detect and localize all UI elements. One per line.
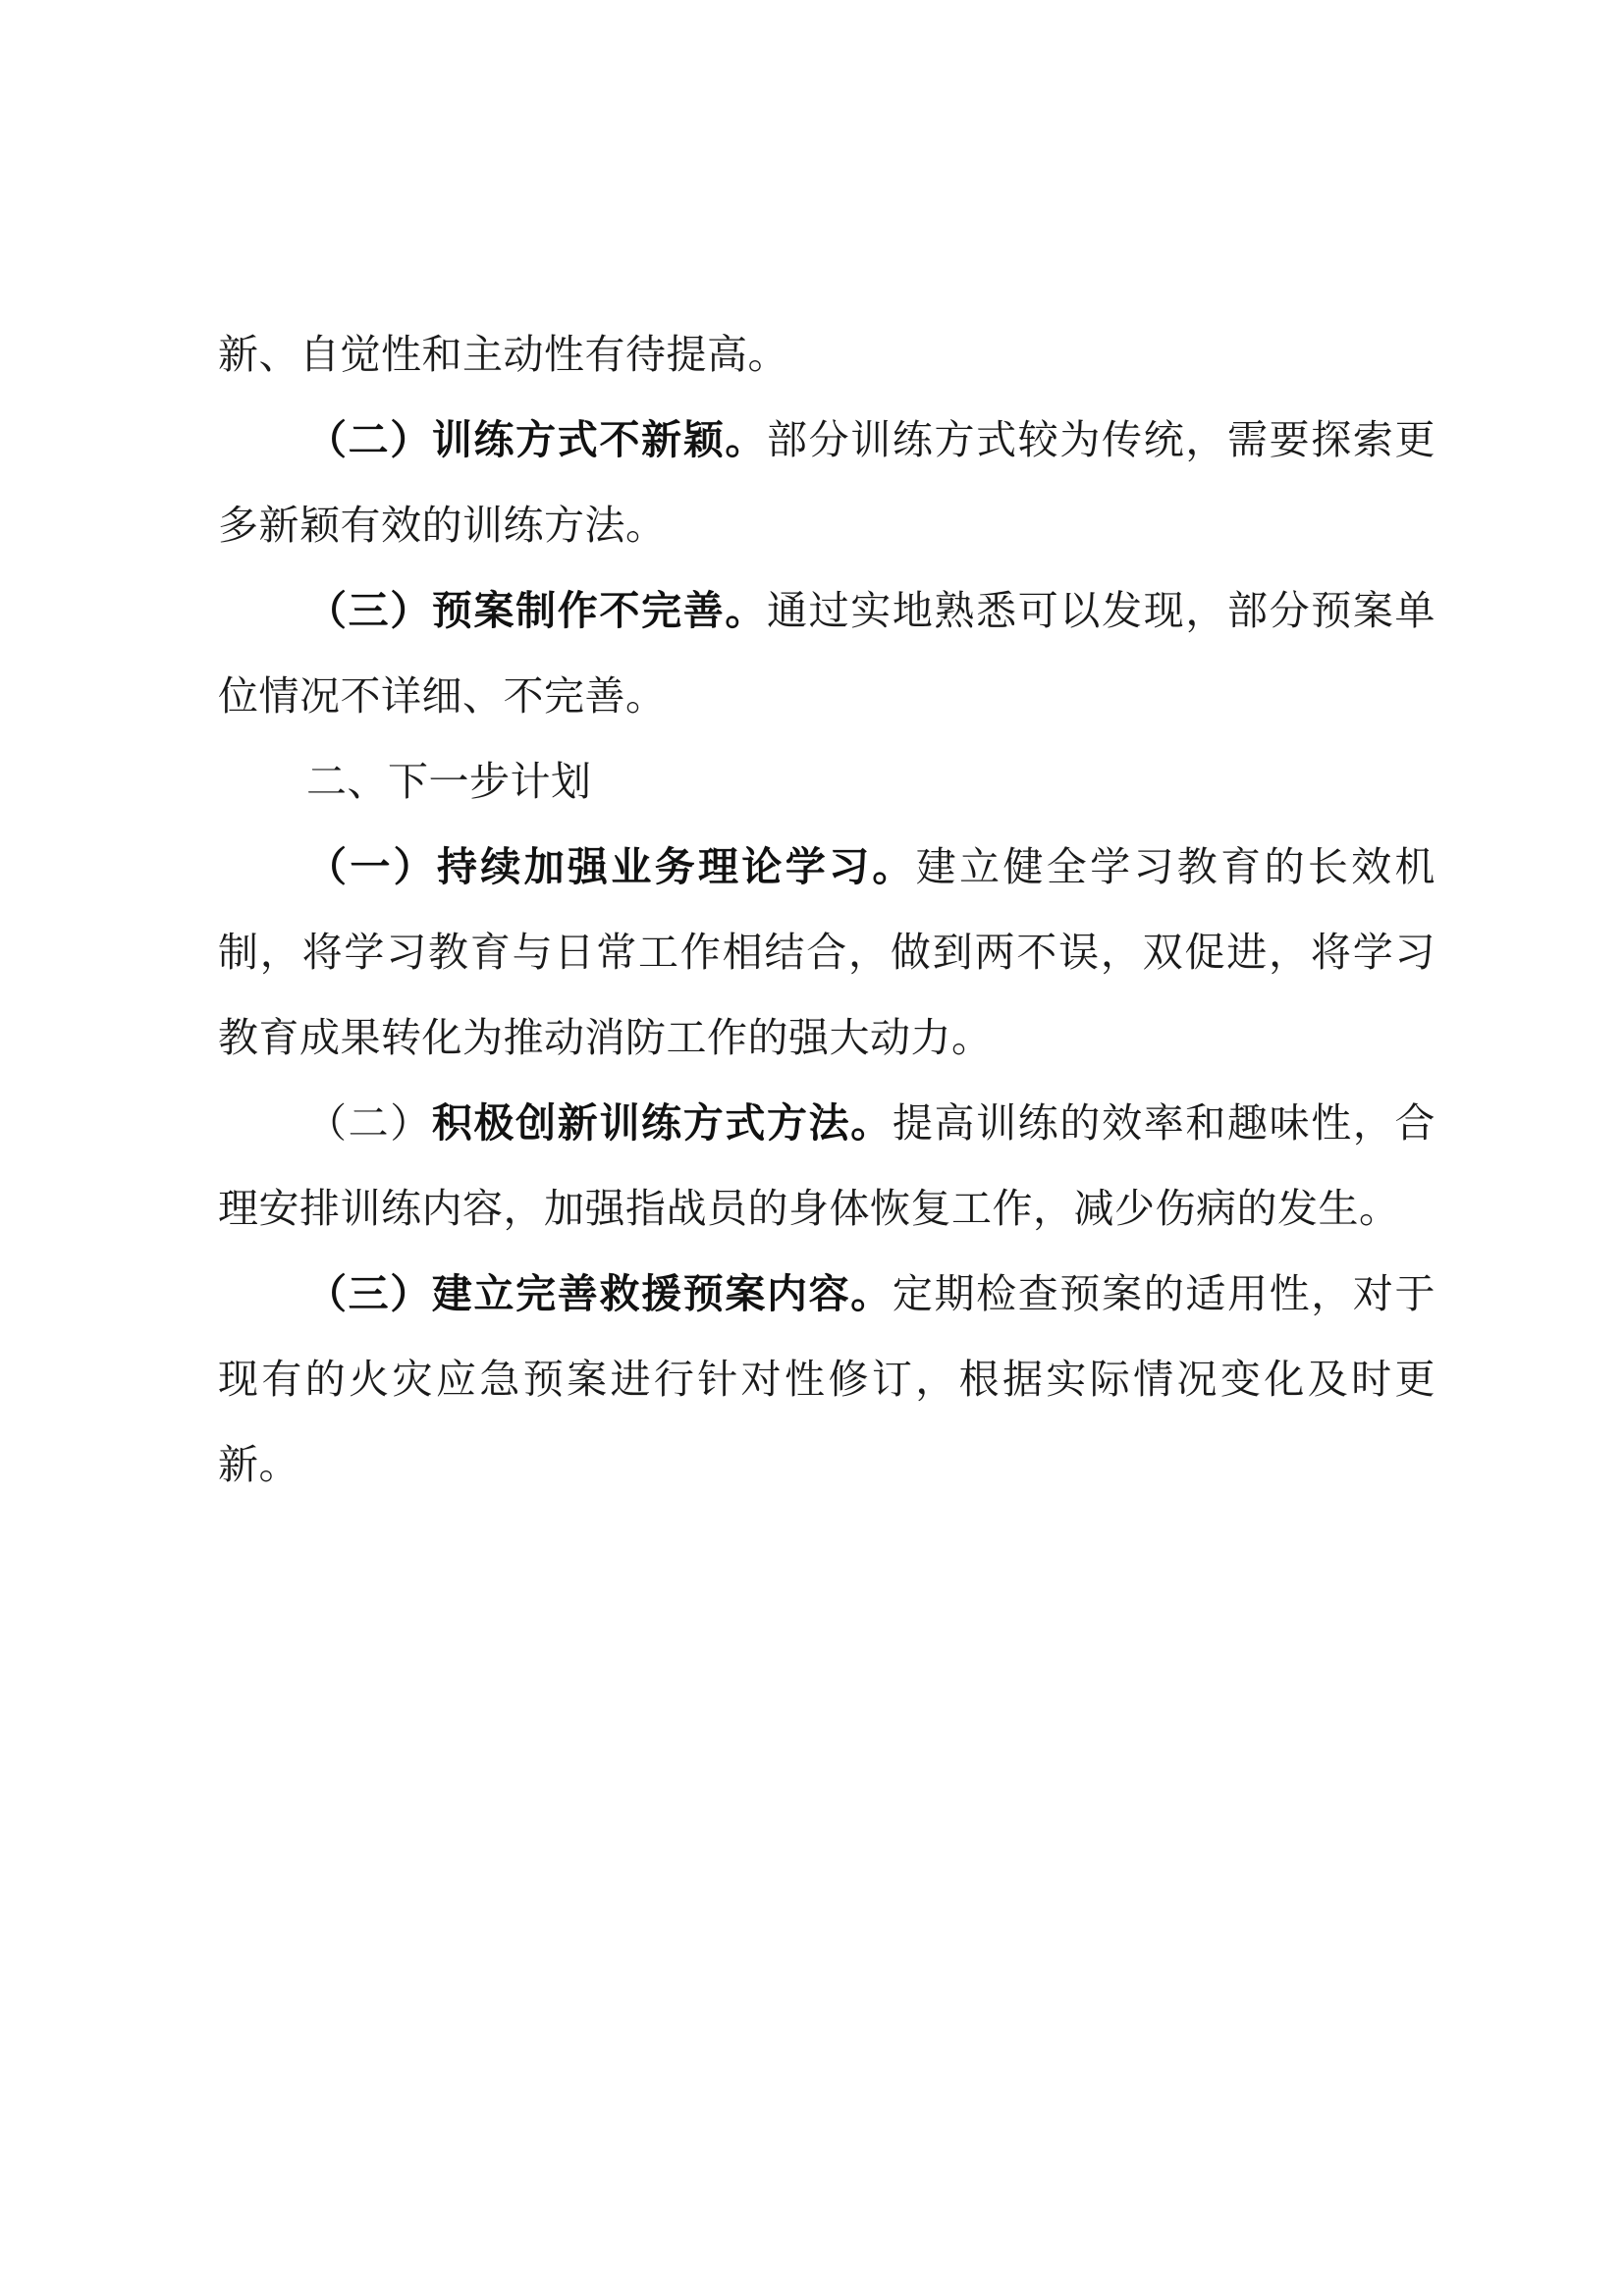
paragraph-text: 通过实地熟悉可以发现，部分预案单位情况不详细、不完善。	[218, 587, 1436, 720]
paragraph-heading: （三）预案制作不完善。	[306, 587, 767, 634]
paragraph-plan-2	[218, 1081, 1435, 1252]
paragraph-heading: （三）建立完善救援预案内容。	[306, 1270, 893, 1317]
document-body	[218, 312, 1435, 1508]
paragraph-heading: （一）持续加强业务理论学习。	[306, 843, 916, 890]
paragraph-text: 新、自觉性和主动性有待提高。	[218, 331, 788, 378]
paragraph-heading-number: （二）	[306, 1099, 432, 1147]
paragraph-plan-1	[218, 825, 1435, 1081]
paragraph-heading: 积极创新训练方式方法。	[431, 1099, 893, 1147]
section-heading-next-plan	[218, 739, 1435, 825]
section-heading-text: 二、下一步计划	[306, 758, 592, 805]
paragraph-problem-2	[218, 398, 1435, 568]
paragraph-problem-3	[218, 568, 1435, 739]
paragraph-text: 部分训练方式较为传统，需要探索更多新颖有效的训练方法。	[218, 416, 1436, 549]
paragraph-text: 提高训练的效率和趣味性，合理安排训练内容，加强指战员的身体恢复工作，减少伤病的发生。	[218, 1099, 1436, 1232]
paragraph-heading: （二）训练方式不新颖。	[306, 416, 767, 463]
paragraph-text: 定期检查预案的适用性，对于现有的火灾应急预案进行针对性修订，根据实际情况变化及时更新。	[218, 1270, 1436, 1488]
paragraph-continuation	[218, 312, 1435, 398]
paragraph-text: 建立健全学习教育的长效机制，将学习教育与日常工作相结合，做到两不误，双促进，将学习教育成果转化为推动消防工作的强大动力。	[218, 843, 1436, 1061]
paragraph-plan-3	[218, 1252, 1435, 1508]
